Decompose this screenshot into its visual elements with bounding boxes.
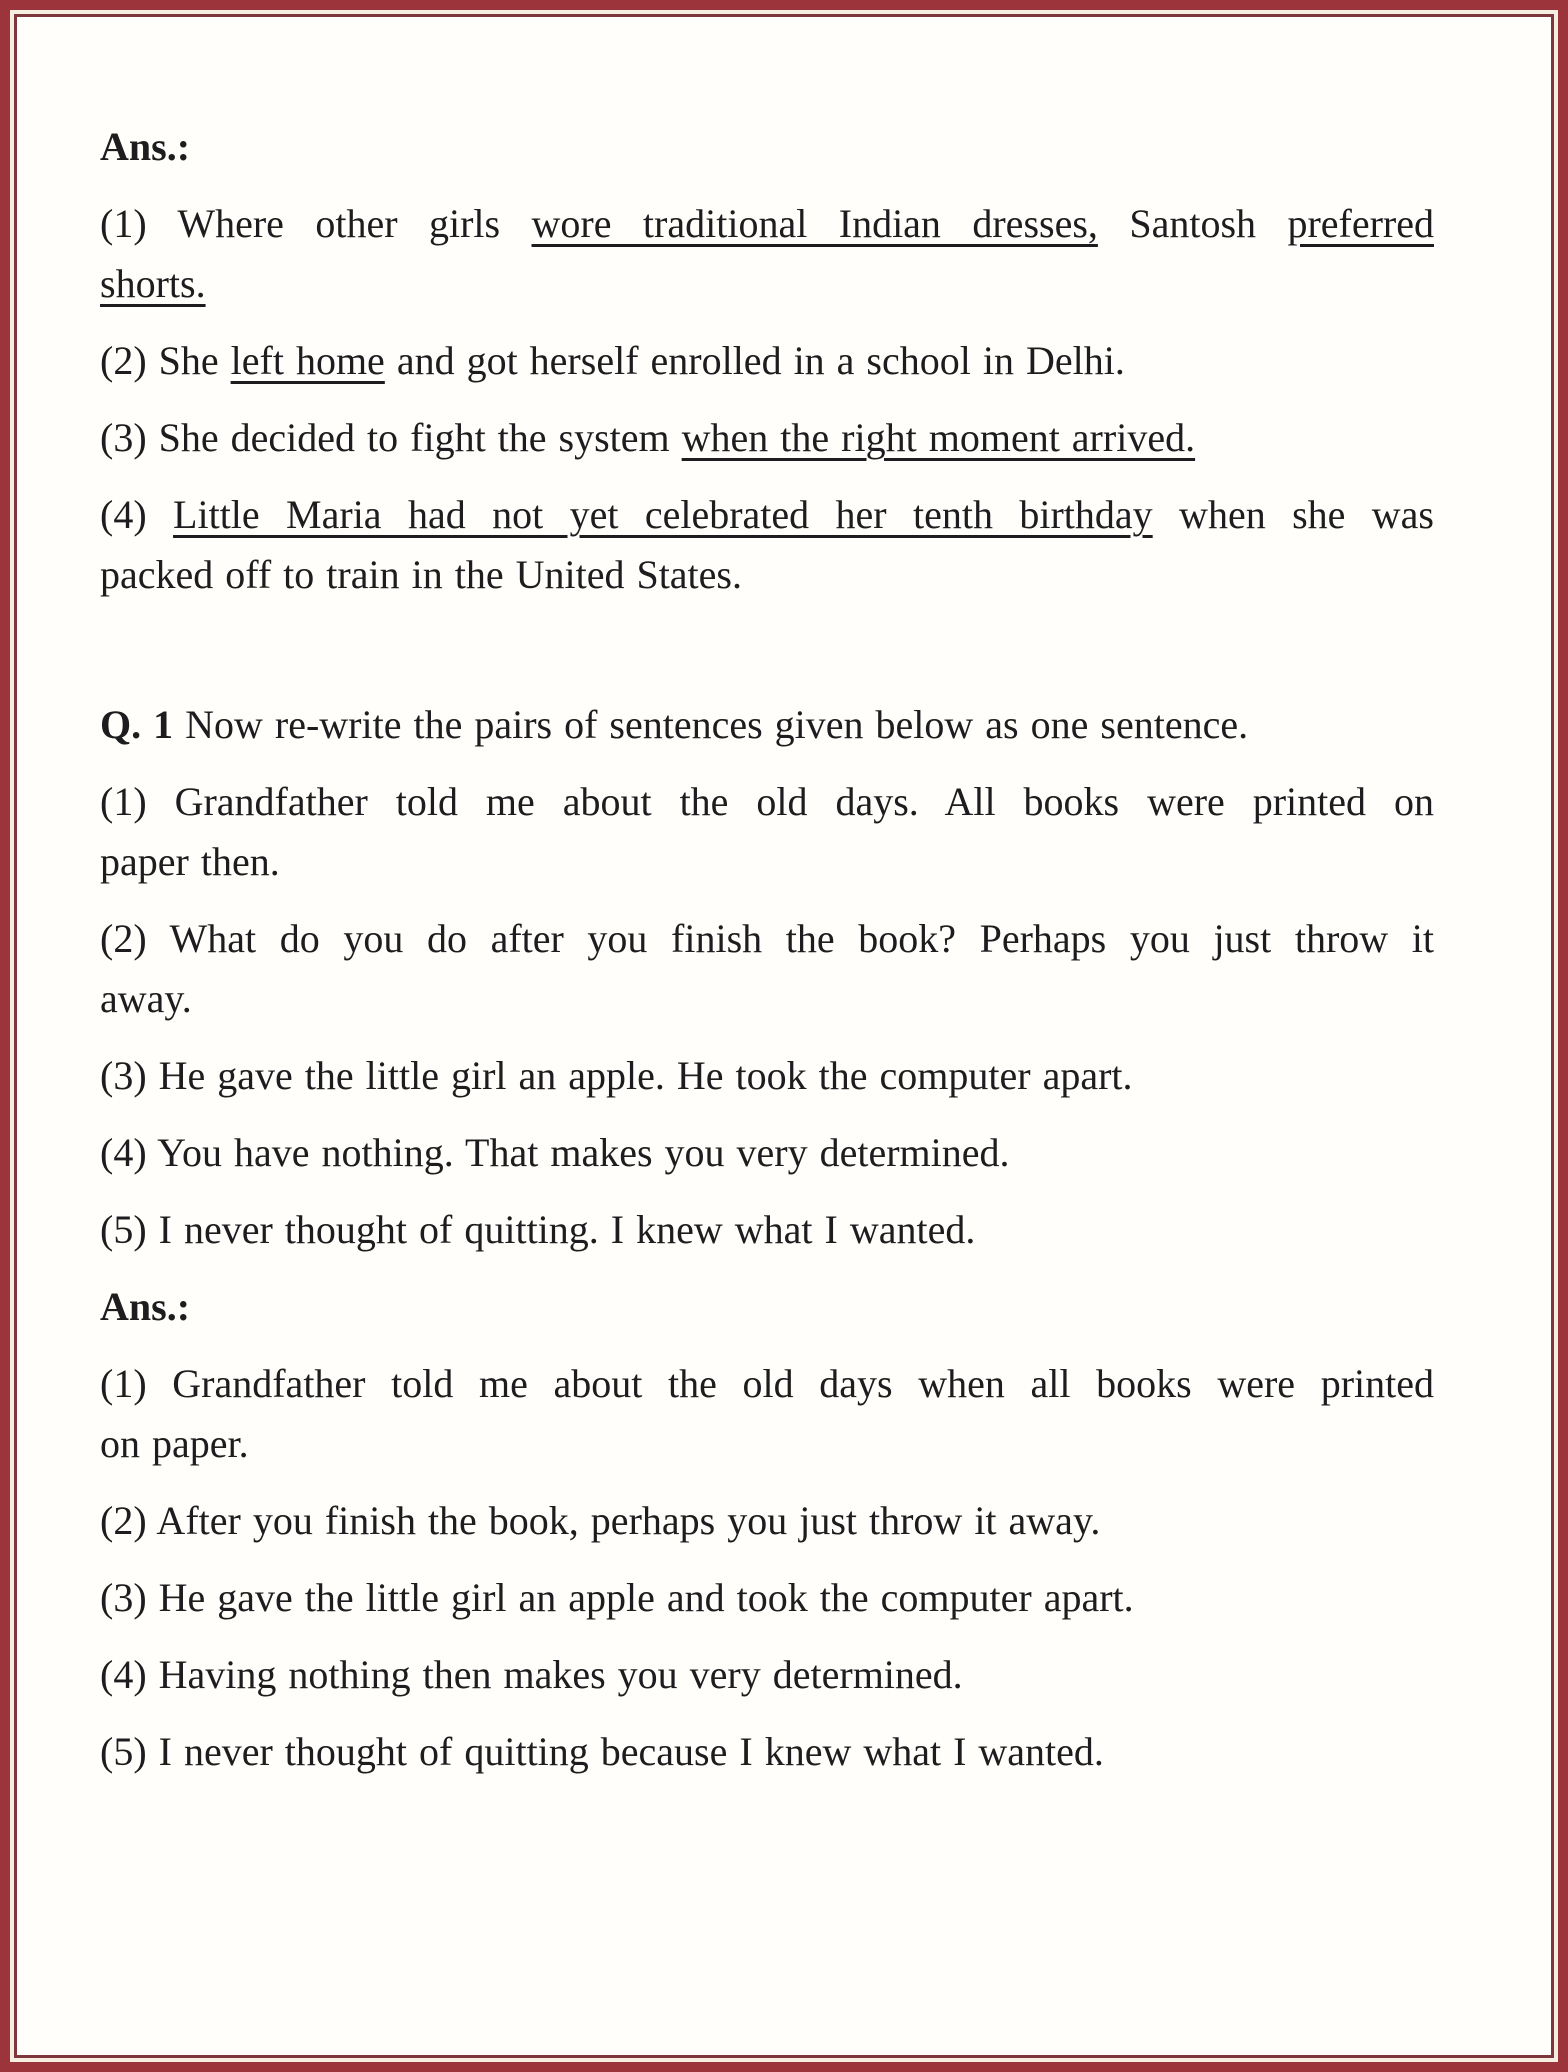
underlined-text: preferred [1287,201,1434,246]
question-1-item-2 [100,909,1434,1029]
ans-top-item-1 [100,194,1434,314]
underlined-text: when the right moment arrived. [681,415,1196,460]
text-line [100,1046,1434,1106]
question-1-heading [100,695,1434,755]
text-line [100,1491,1434,1551]
text-run: (1) Where other girls [100,201,532,246]
text-run: away. [100,976,192,1021]
text-line [100,1645,1434,1705]
text-run: (3) She decided to fight the system [100,415,682,460]
underlined-text: shorts. [100,261,206,306]
text-line [100,695,1434,755]
text-line [100,1200,1434,1260]
text-line [100,1722,1434,1782]
text-line [100,969,1434,1029]
bold-text: Ans.: [100,1284,191,1329]
text-run: (5) I never thought of quitting because I knew what I wanted. [100,1729,1104,1774]
question-1-item-5 [100,1200,1434,1260]
document-body [100,117,1434,1782]
ans-top-item-3 [100,408,1434,468]
text-run: (5) I never thought of quitting. I knew what I wanted. [100,1207,976,1252]
text-line [100,1414,1434,1474]
text-line [100,832,1434,892]
ans-top-item-4 [100,485,1434,605]
ans-bottom-item-1 [100,1354,1434,1474]
text-run: (2) She [100,338,231,383]
underlined-text: left home [230,338,385,383]
text-line [100,254,1434,314]
text-run: (2) What do you do after you finish the book? Perhaps you just throw it [100,916,1434,961]
text-run: (3) He gave the little girl an apple. He took the computer apart. [100,1053,1133,1098]
text-line [100,485,1434,545]
text-run: (4) Having nothing then makes you very determined. [100,1652,963,1697]
question-1-item-3 [100,1046,1434,1106]
ans-bottom-item-3 [100,1568,1434,1628]
question-1-item-1 [100,772,1434,892]
ans-top-item-2 [100,331,1434,391]
ans-bottom-item-5 [100,1722,1434,1782]
text-line [100,545,1434,605]
text-line [100,408,1434,468]
text-line [100,909,1434,969]
question-1-item-4 [100,1123,1434,1183]
text-run: (1) Grandfather told me about the old days. All books were printed on [100,779,1434,824]
text-line [100,1354,1434,1414]
ans-bottom-item-4 [100,1645,1434,1705]
ans-heading-top [100,117,1434,177]
text-run: (1) Grandfather told me about the old days when all books were printed [100,1361,1434,1406]
text-line [100,194,1434,254]
text-line [100,1568,1434,1628]
text-run: on paper. [100,1421,249,1466]
text-line [100,117,1434,177]
underlined-text: wore traditional Indian dresses, [531,201,1098,246]
text-run: when she was [1152,492,1434,537]
text-run: (3) He gave the little girl an apple and took the computer apart. [100,1575,1134,1620]
ans-bottom-item-2 [100,1491,1434,1551]
text-line [100,1277,1434,1337]
text-run: (4) You have nothing. That makes you very determined. [100,1130,1010,1175]
bold-text: Ans.: [100,124,191,169]
text-run: (2) After you finish the book, perhaps you just throw it away. [100,1498,1101,1543]
bold-text: Q. 1 [100,702,174,747]
underlined-text: Little Maria had not yet celebrated her tenth birthday [173,492,1153,537]
text-run: and got herself enrolled in a school in Delhi. [384,338,1125,383]
document-page [14,14,1554,2058]
text-run: Now re-write the pairs of sentences given below as one sentence. [173,702,1249,747]
text-run: packed off to train in the United States. [100,552,742,597]
page-border-gap [10,10,1558,2062]
ans-heading-bottom [100,1277,1434,1337]
text-line [100,1123,1434,1183]
text-line [100,331,1434,391]
text-line [100,772,1434,832]
text-run: (4) [100,492,174,537]
text-run: paper then. [100,839,280,884]
text-run: Santosh [1097,201,1288,246]
